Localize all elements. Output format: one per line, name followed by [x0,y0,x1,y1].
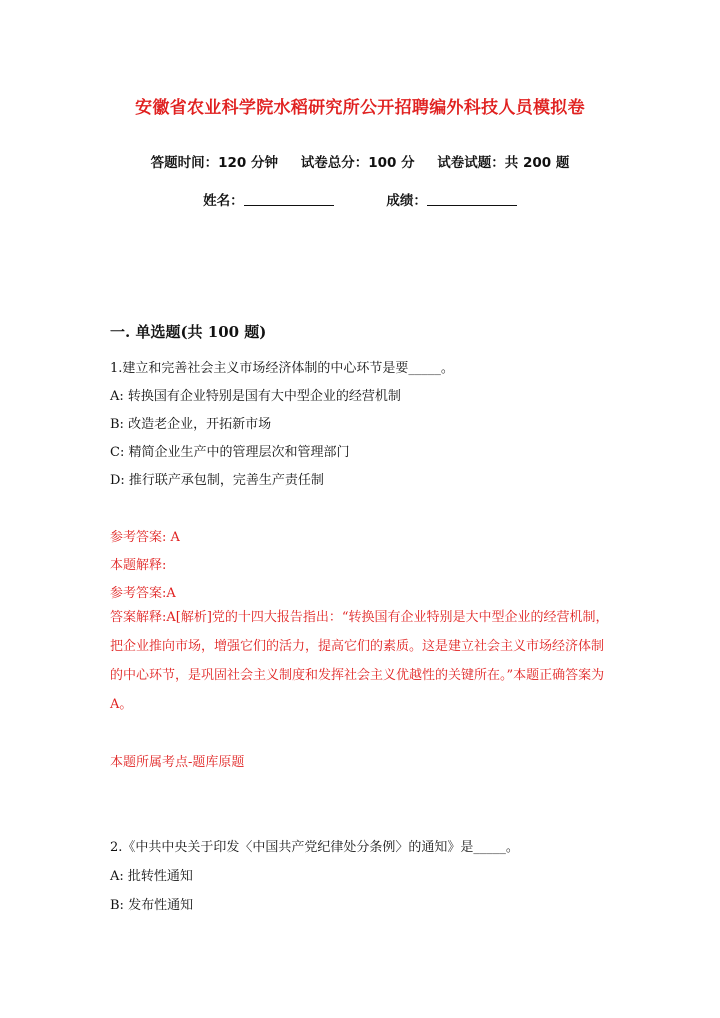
question-option: B: 改造老企业，开拓新市场 [110,417,272,432]
score-blank [427,193,517,206]
question-option: A: 批转性通知 [110,869,193,884]
exam-time: 答题时间：120 分钟 [150,155,278,171]
question-option: D: 推行联产承包制，完善生产责任制 [110,473,324,488]
exam-title: 安徽省农业科学院水稻研究所公开招聘编外科技人员模拟卷 [135,98,585,118]
score-label: 成绩： [386,193,427,209]
answer-analysis: 答案解释:A[解析]党的十四大报告指出：“转换国有企业特别是大中型企业的经营机制，把企业推向市场，增强它们的活力，提高它们的素质。这是建立社会主义市场经济体制的中心环节，是巩固社会主义制度和发挥社会主义优越性的关键所在。”本题正确答案为A。 [110,610,609,712]
score-field [386,189,517,209]
section-title: 一. 单选题(共 100 题) [110,323,267,341]
exam-total-score: 试卷总分：100 分 [300,155,415,171]
topic-note: 本题所属考点-题库原题 [110,755,245,770]
exam-meta [0,151,720,171]
reference-answer-2: 参考答案:A [110,586,176,601]
name-blank [244,193,334,206]
name-field [203,189,334,209]
reference-answer: 参考答案: A [110,530,180,545]
name-score-bar [0,189,720,209]
explanation-label: 本题解释: [110,558,167,573]
question-option: C: 精简企业生产中的管理层次和管理部门 [110,445,350,460]
question-option: B: 发布性通知 [110,898,194,913]
exam-question-count: 试卷试题：共 200 题 [437,155,570,171]
question-option: A: 转换国有企业特别是国有大中型企业的经营机制 [110,389,401,404]
question-stem: 1.建立和完善社会主义市场经济体制的中心环节是要_____。 [110,361,454,376]
name-label: 姓名： [203,193,244,209]
question-stem: 2.《中共中央关于印发〈中国共产党纪律处分条例〉的通知》是_____。 [110,840,519,855]
